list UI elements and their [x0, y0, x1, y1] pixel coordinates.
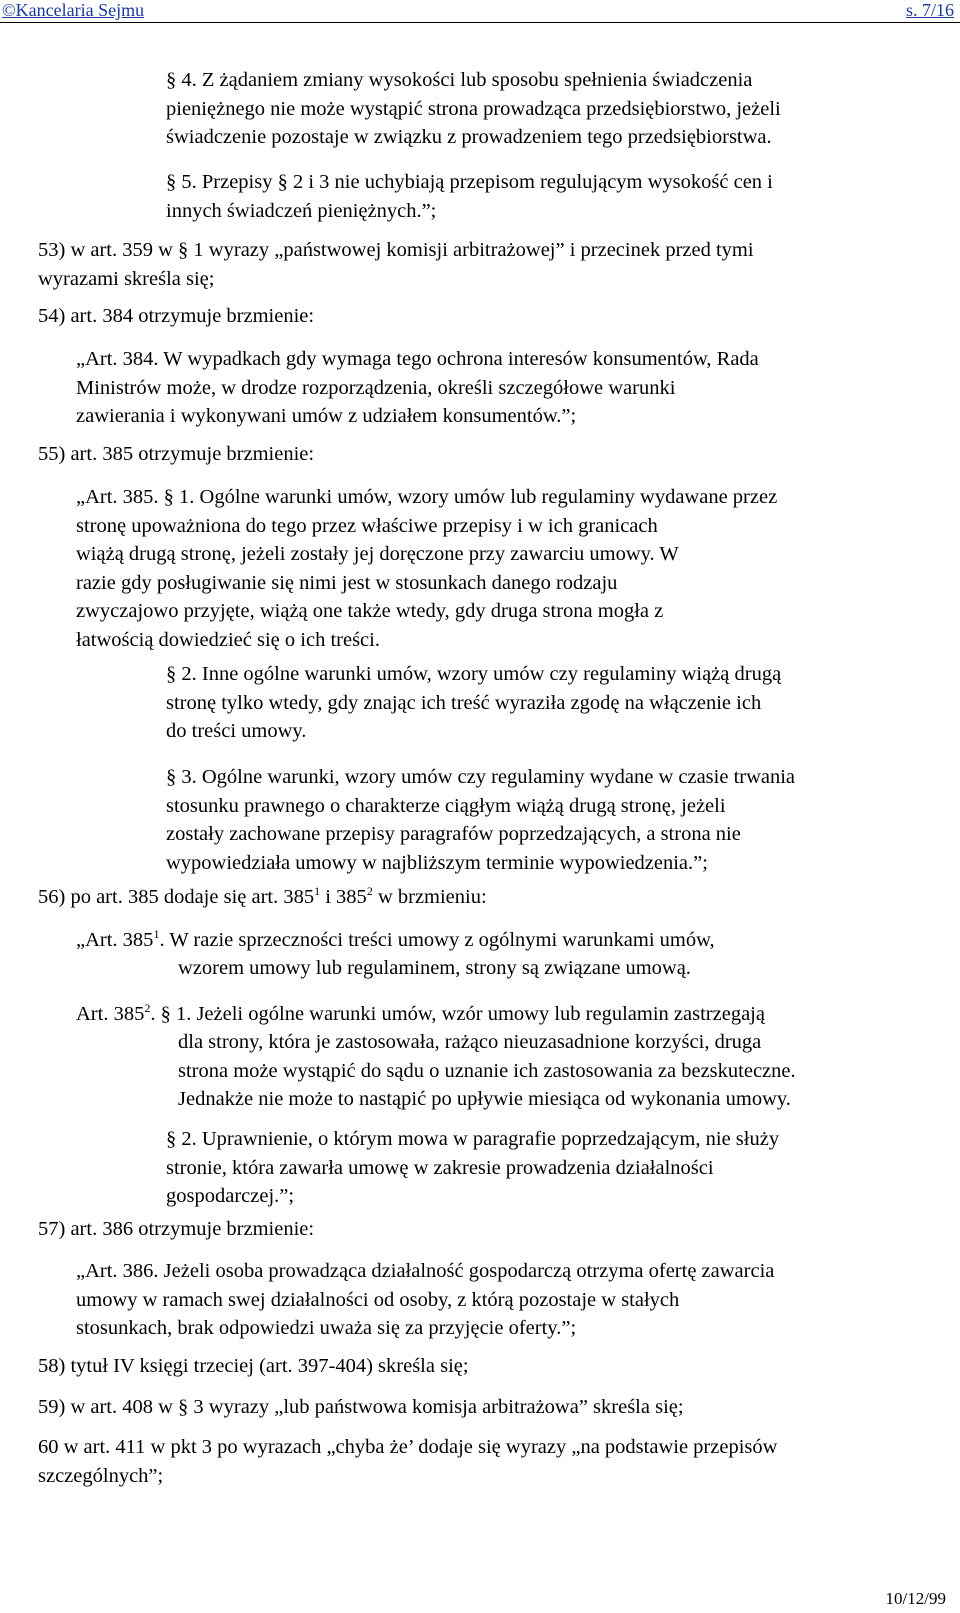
item-56-text-a: 56) po art. 385 dodaje się art. 385: [38, 886, 315, 908]
item-59: 59) w art. 408 w § 3 wyrazy „lub państwowa komisja arbitrażowa” skreśla się;: [38, 1396, 684, 1418]
page-header: [0, 0, 960, 23]
page-number[interactable]: s. 7/16: [905, 0, 954, 20]
paragraph-section-5: § 5. Przepisy § 2 i 3 nie uchybiają przepisom regulującym wysokość cen i innych świadczeń pieniężnych.”;: [166, 171, 773, 222]
article-385-section-3: § 3. Ogólne warunki, wzory umów czy regulaminy wydane w czasie trwania stosunku prawnego o charakterze ciągłym wiążą drugą stronę, jeżeli zostały zachowane przepisy paragrafów poprzedzających, a strona nie wypowiedziała umowy w najbliższym terminie wypowiedzenia.”;: [166, 766, 796, 874]
item-54: 54) art. 384 otrzymuje brzmienie:: [38, 305, 315, 327]
article-385-1-label: „Art. 385: [76, 929, 154, 951]
superscript-2: 2: [144, 1001, 151, 1016]
item-56: [38, 883, 487, 912]
footer-code: 10/12/99: [885, 1589, 946, 1608]
article-385-section-2: § 2. Inne ogólne warunki umów, wzory umów czy regulaminy wiążą drugą stronę tylko wtedy, gdy znając ich treść wyraziła zgodę na włączenie ich do treści umowy.: [166, 663, 782, 742]
item-55: 55) art. 385 otrzymuje brzmienie:: [38, 443, 315, 465]
article-385-2-label: Art. 385: [76, 1003, 145, 1025]
article-385-1-line-1: [76, 926, 715, 955]
article-385-1-line-2: wzorem umowy lub regulaminem, strony są związane umową.: [178, 957, 691, 979]
item-53: 53) w art. 359 w § 1 wyrazy „państwowej komisji arbitrażowej” i przecinek przed tymi wyrazami skreśla się;: [38, 239, 754, 290]
item-58: 58) tytuł IV księgi trzeciej (art. 397-404) skreśla się;: [38, 1355, 469, 1377]
article-385-2-section-1-rest: dla strony, która je zastosowała, rażąco nieuzasadnione korzyści, druga strona może wystąpić do sądu o uznanie ich zastosowania za bezskuteczne. Jednakże nie może to nastąpić po upływie miesiąca od wykonania umowy.: [178, 1031, 796, 1110]
article-386-text: „Art. 386. Jeżeli osoba prowadząca działalność gospodarczą otrzyma ofertę zawarcia umowy w ramach swej działalności od osoby, z którą pozostaje w stałych stosunkach, brak odpowiedzi uważa się za przyjęcie oferty.”;: [76, 1260, 775, 1339]
item-60: 60 w art. 411 w pkt 3 po wyrazach „chyba że’ dodaje się wyrazy „na podstawie przepisów szczególnych”;: [38, 1436, 778, 1487]
item-56-text-c: w brzmieniu:: [372, 886, 487, 908]
article-385-section-1: „Art. 385. § 1. Ogólne warunki umów, wzory umów lub regulaminy wydawane przez stronę upoważniona do tego przez właściwe przepisy i w ich granicach wiążą drugą stronę, jeżeli zostały jej doręczone przy zawarciu umowy. W razie gdy posługiwanie się nimi jest w stosunkach danego rodzaju zwyczajowo przyjęte, wiążą one także wtedy, gdy druga strona mogła z łatwością dowiedzieć się o ich treści.: [76, 486, 778, 651]
article-385-2-section-2: § 2. Uprawnienie, o którym mowa w paragrafie poprzedzającym, nie służy stronie, która zawarła umowę w zakresie prowadzenia działalności gospodarczej.”;: [166, 1128, 780, 1207]
article-384-text: „Art. 384. W wypadkach gdy wymaga tego ochrona interesów konsumentów, Rada Ministrów może, w drodze rozporządzenia, określi szczegółowe warunki zawierania i wykonywani umów z udziałem konsumentów.”;: [76, 348, 759, 427]
article-385-2-line-1: [76, 1000, 765, 1029]
item-57: 57) art. 386 otrzymuje brzmienie:: [38, 1218, 315, 1240]
paragraph-section-4: § 4. Z żądaniem zmiany wysokości lub sposobu spełnienia świadczenia pieniężnego nie może wystąpić strona prowadząca przedsiębiorstwo, jeżeli świadczenie pozostaje w związku z prowadzeniem tego przedsiębiorstwa.: [166, 69, 781, 148]
superscript-2: 2: [366, 884, 373, 899]
superscript-1: 1: [153, 927, 160, 942]
article-385-1-text: . W razie sprzeczności treści umowy z ogólnymi warunkami umów,: [159, 929, 715, 951]
source-label: [2, 0, 144, 20]
item-56-text-b: i 385: [320, 886, 367, 908]
superscript-1: 1: [314, 884, 321, 899]
source-link[interactable]: ©Kancelaria Sejmu: [2, 0, 145, 20]
article-385-2-text: . § 1. Jeżeli ogólne warunki umów, wzór umowy lub regulamin zastrzegają: [150, 1003, 765, 1025]
